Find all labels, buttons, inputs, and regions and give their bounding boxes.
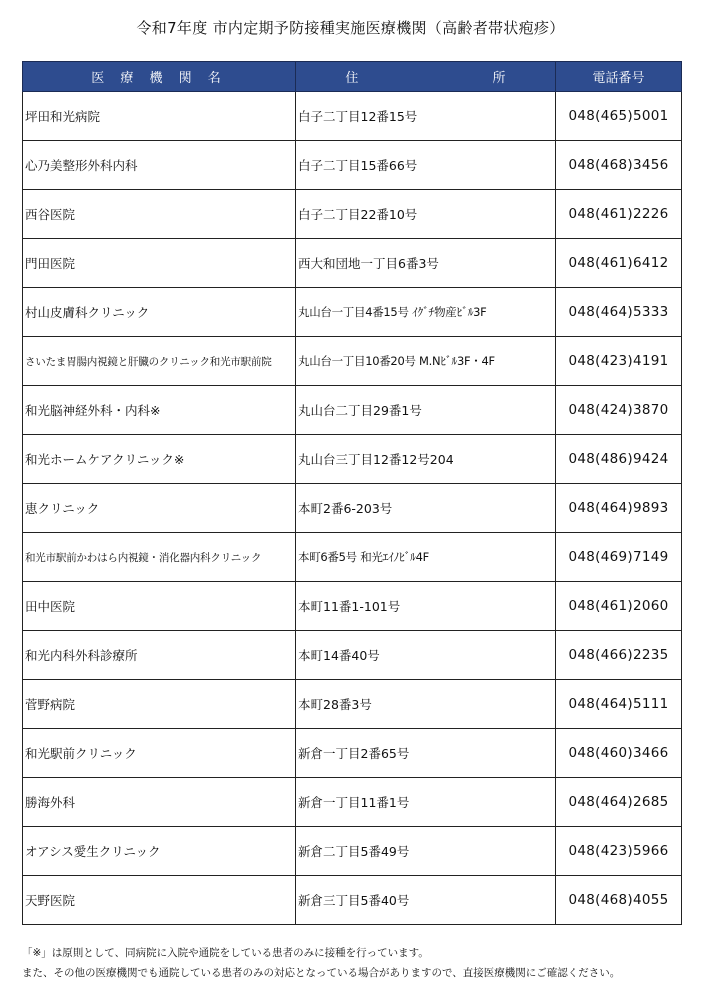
table-row: [23, 288, 682, 337]
clinic-address: 新倉一丁目2番65号: [296, 729, 556, 778]
clinic-address: 本町11番1-101号: [296, 582, 556, 631]
clinic-name: 村山皮膚科クリニック: [23, 288, 296, 337]
clinic-phone: 048(486)9424: [556, 435, 682, 484]
page-title: 令和7年度 市内定期予防接種実施医療機関（高齢者帯状疱疹）: [136, 19, 565, 37]
clinic-name: 和光市駅前かわはら内視鏡・消化器内科クリニック: [23, 533, 296, 582]
clinic-phone: 048(464)5111: [556, 680, 682, 729]
clinic-name: さいたま胃腸内視鏡と肝臓のクリニック和光市駅前院: [23, 337, 296, 386]
footnotes: [22, 943, 687, 983]
clinic-phone: 048(461)6412: [556, 239, 682, 288]
header-clinic-name: 医 療 機 関 名: [23, 62, 296, 92]
clinic-phone: 048(461)2060: [556, 582, 682, 631]
clinic-name: 天野医院: [23, 876, 296, 925]
footnote-asterisk: 「※」は原則として、同病院に入院や通院をしている患者のみに接種を行っています。: [22, 947, 429, 959]
clinic-name: 門田医院: [23, 239, 296, 288]
clinic-phone: 048(468)4055: [556, 876, 682, 925]
table-header-row: [23, 62, 682, 92]
clinic-name: 和光内科外科診療所: [23, 631, 296, 680]
clinic-name: 西谷医院: [23, 190, 296, 239]
table-row: [23, 778, 682, 827]
clinic-address: 丸山台二丁目29番1号: [296, 386, 556, 435]
table-row: [23, 141, 682, 190]
table-row: [23, 680, 682, 729]
clinic-phone: 048(464)9893: [556, 484, 682, 533]
clinic-phone: 048(423)4191: [556, 337, 682, 386]
table-row: [23, 190, 682, 239]
table-row: [23, 484, 682, 533]
table-row: [23, 876, 682, 925]
clinic-address: 丸山台一丁目4番15号 ｲｸﾞﾁ物産ﾋﾞﾙ3F: [296, 288, 556, 337]
clinic-phone: 048(460)3466: [556, 729, 682, 778]
table-row: [23, 582, 682, 631]
clinic-name: 和光脳神経外科・内科※: [23, 386, 296, 435]
header-phone: 電話番号: [556, 62, 682, 92]
header-address: 住 所: [296, 62, 556, 92]
clinic-name: 和光駅前クリニック: [23, 729, 296, 778]
clinic-address: 本町28番3号: [296, 680, 556, 729]
clinic-address: 本町14番40号: [296, 631, 556, 680]
clinic-name: 心乃美整形外科内科: [23, 141, 296, 190]
clinic-address: 白子二丁目15番66号: [296, 141, 556, 190]
clinic-address: 本町2番6-203号: [296, 484, 556, 533]
table-row: [23, 92, 682, 141]
clinic-phone: 048(424)3870: [556, 386, 682, 435]
clinic-name: 坪田和光病院: [23, 92, 296, 141]
table-row: [23, 631, 682, 680]
table-row: [23, 827, 682, 876]
clinic-address: 丸山台一丁目10番20号 M.Nﾋﾞﾙ3F・4F: [296, 337, 556, 386]
clinic-address: 西大和団地一丁目6番3号: [296, 239, 556, 288]
clinic-address: 白子二丁目12番15号: [296, 92, 556, 141]
clinic-address: 本町6番5号 和光ｴｲﾉﾋﾞﾙ4F: [296, 533, 556, 582]
clinic-address: 白子二丁目22番10号: [296, 190, 556, 239]
clinic-phone: 048(465)5001: [556, 92, 682, 141]
clinic-address: 新倉一丁目11番1号: [296, 778, 556, 827]
table-row: [23, 435, 682, 484]
table-row: [23, 386, 682, 435]
clinic-phone: 048(469)7149: [556, 533, 682, 582]
clinic-phone: 048(464)5333: [556, 288, 682, 337]
clinic-address: 新倉二丁目5番49号: [296, 827, 556, 876]
clinic-phone: 048(468)3456: [556, 141, 682, 190]
clinic-address: 丸山台三丁目12番12号204: [296, 435, 556, 484]
clinic-phone: 048(464)2685: [556, 778, 682, 827]
footnote-confirm: また、その他の医療機関でも通院している患者のみの対応となっている場合がありますので、直接医療機関にご確認ください。: [22, 967, 621, 979]
clinic-phone: 048(423)5966: [556, 827, 682, 876]
clinic-name: 勝海外科: [23, 778, 296, 827]
clinic-name: 田中医院: [23, 582, 296, 631]
clinic-phone: 048(461)2226: [556, 190, 682, 239]
table-row: [23, 239, 682, 288]
table-row: [23, 533, 682, 582]
table-row: [23, 337, 682, 386]
clinic-name: 恵クリニック: [23, 484, 296, 533]
table-row: [23, 729, 682, 778]
clinic-name: 和光ホームケアクリニック※: [23, 435, 296, 484]
clinic-address: 新倉三丁目5番40号: [296, 876, 556, 925]
clinic-name: オアシス愛生クリニック: [23, 827, 296, 876]
clinic-phone: 048(466)2235: [556, 631, 682, 680]
clinic-name: 菅野病院: [23, 680, 296, 729]
clinic-table: [22, 61, 682, 925]
